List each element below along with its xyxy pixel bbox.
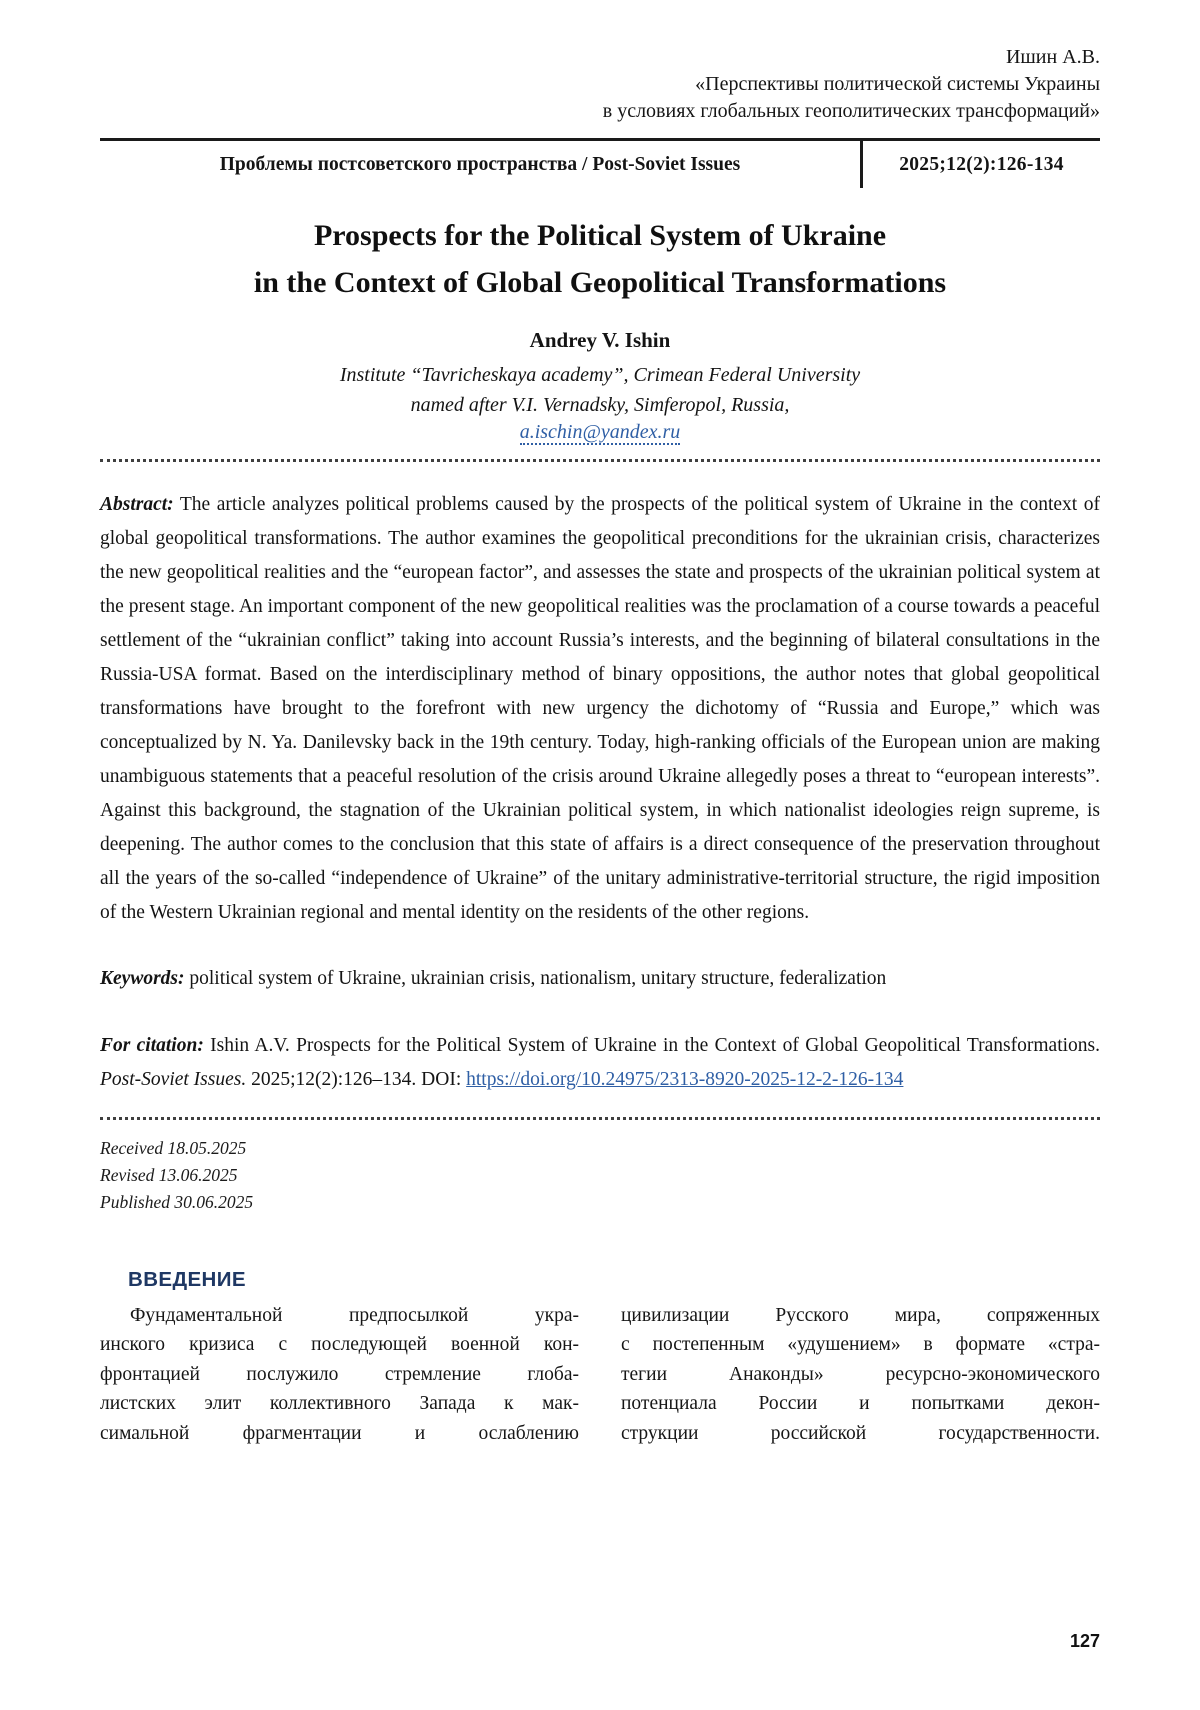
citation-text-before-journal: Ishin A.V. Prospects for the Political System of Ukraine in the Context of Global Geopolitical Transformations. [203,1035,1100,1056]
introduction-heading: ВВЕДЕНИЕ [128,1267,246,1291]
affiliation-line2: named after V.I. Vernadsky, Simferopol, Russia, [410,394,790,416]
author-affiliation [100,360,1100,420]
abstract-label: Abstract: [100,494,174,515]
running-head-title-line1: «Перспективы политической системы Украины [695,73,1100,95]
published-date: Published 30.06.2025 [100,1191,254,1212]
introduction-left-column: Фундаментальной предпосылкой укра- инского кризиса с последующей военной кон- фронтацией послужило стремление глоба- листских элит коллективного Запада к мак- симальной фрагментации и ослаблению [100,1304,579,1444]
author-email-link[interactable]: a.ischin@yandex.ru [519,421,681,443]
issue-info: 2025;12(2):126-134 [899,153,1064,175]
author-name: Andrey V. Ishin [529,328,671,352]
author-email-row [100,421,1100,444]
article-title-line1: Prospects for the Political System of Ukraine [313,219,887,252]
keywords-text: political system of Ukraine, ukrainian crisis, nationalism, unitary structure, federalization [184,968,887,989]
dotted-divider-bottom [100,1117,1100,1120]
journal-header-bar [100,138,1100,188]
running-head-author: Ишин А.В. [1005,46,1100,68]
article-title [100,212,1100,306]
article-title-line2: in the Context of Global Geopolitical Transformations [253,266,947,299]
citation-journal-name: Post-Soviet Issues. [100,1069,247,1090]
citation-text-after-journal: 2025;12(2):126–134. DOI: [246,1069,467,1090]
citation-paragraph [100,1029,1100,1097]
introduction-right-column: цивилизации Русского мира, сопряженных с постепенным «удушением» в формате «стра- тегии Анаконды» ресурсно-экономического потенциала России и попытками декон- струкции российской государственности. [621,1304,1100,1444]
abstract-paragraph [100,488,1100,930]
dotted-divider-top [100,459,1100,462]
article-dates [100,1135,1100,1216]
journal-name: Проблемы постсоветского пространства / Post-Soviet Issues [219,153,741,175]
abstract-text: The article analyzes political problems caused by the prospects of the political system of Ukraine in the context of global geopolitical transformations. The author examines the geopolitical preconditions for the ukrainian crisis, characterizes the new geopolitical realities and the “european factor”, and assesses the state and prospects of the ukrainian political system at the present stage. An important component of the new geopolitical realities was the proclamation of a course towards a peaceful settlement of the “ukrainian conflict” taking into account Russia’s interests, and the beginning of bilateral consultations in the Russia-USA format. Based on the interdisciplinary method of binary oppositions, the author notes that global geopolitical transformations have brought to the forefront with new urgency the dichotomy of “Russia and Europe,” which was conceptualized by N. Ya. Danilevsky back in the 19th century. Today, high-ranking officials of the European union are making unambiguous statements that a peaceful resolution of the crisis around Ukraine allegedly poses a threat to “european interests”. Against this background, the stagnation of the Ukrainian political system, in which nationalist ideologies reign supreme, is deepening. The author comes to the conclusion that this state of affairs is a direct consequence of the preservation throughout all the years of the so-called “independence of Ukraine” of the unitary administrative-territorial structure, the rigid imposition of the Western Ukrainian regional and mental identity on the residents of the other regions. [100,494,1100,923]
keywords-label: Keywords: [100,968,185,989]
citation-label: For citation: [100,1035,204,1056]
keywords-paragraph [100,962,1100,996]
running-head [100,44,1100,125]
doi-link[interactable]: https://doi.org/10.24975/2313-8920-2025-12-2-126-134 [466,1069,904,1090]
received-date: Received 18.05.2025 [100,1137,247,1158]
revised-date: Revised 13.06.2025 [100,1164,238,1185]
running-head-title-line2: в условиях глобальных геополитических трансформаций» [602,100,1100,122]
affiliation-line1: Institute “Tavricheskaya academy”, Crimean Federal University [339,364,861,386]
page-number: 127 [1069,1631,1100,1651]
introduction-columns [100,1301,1100,1449]
